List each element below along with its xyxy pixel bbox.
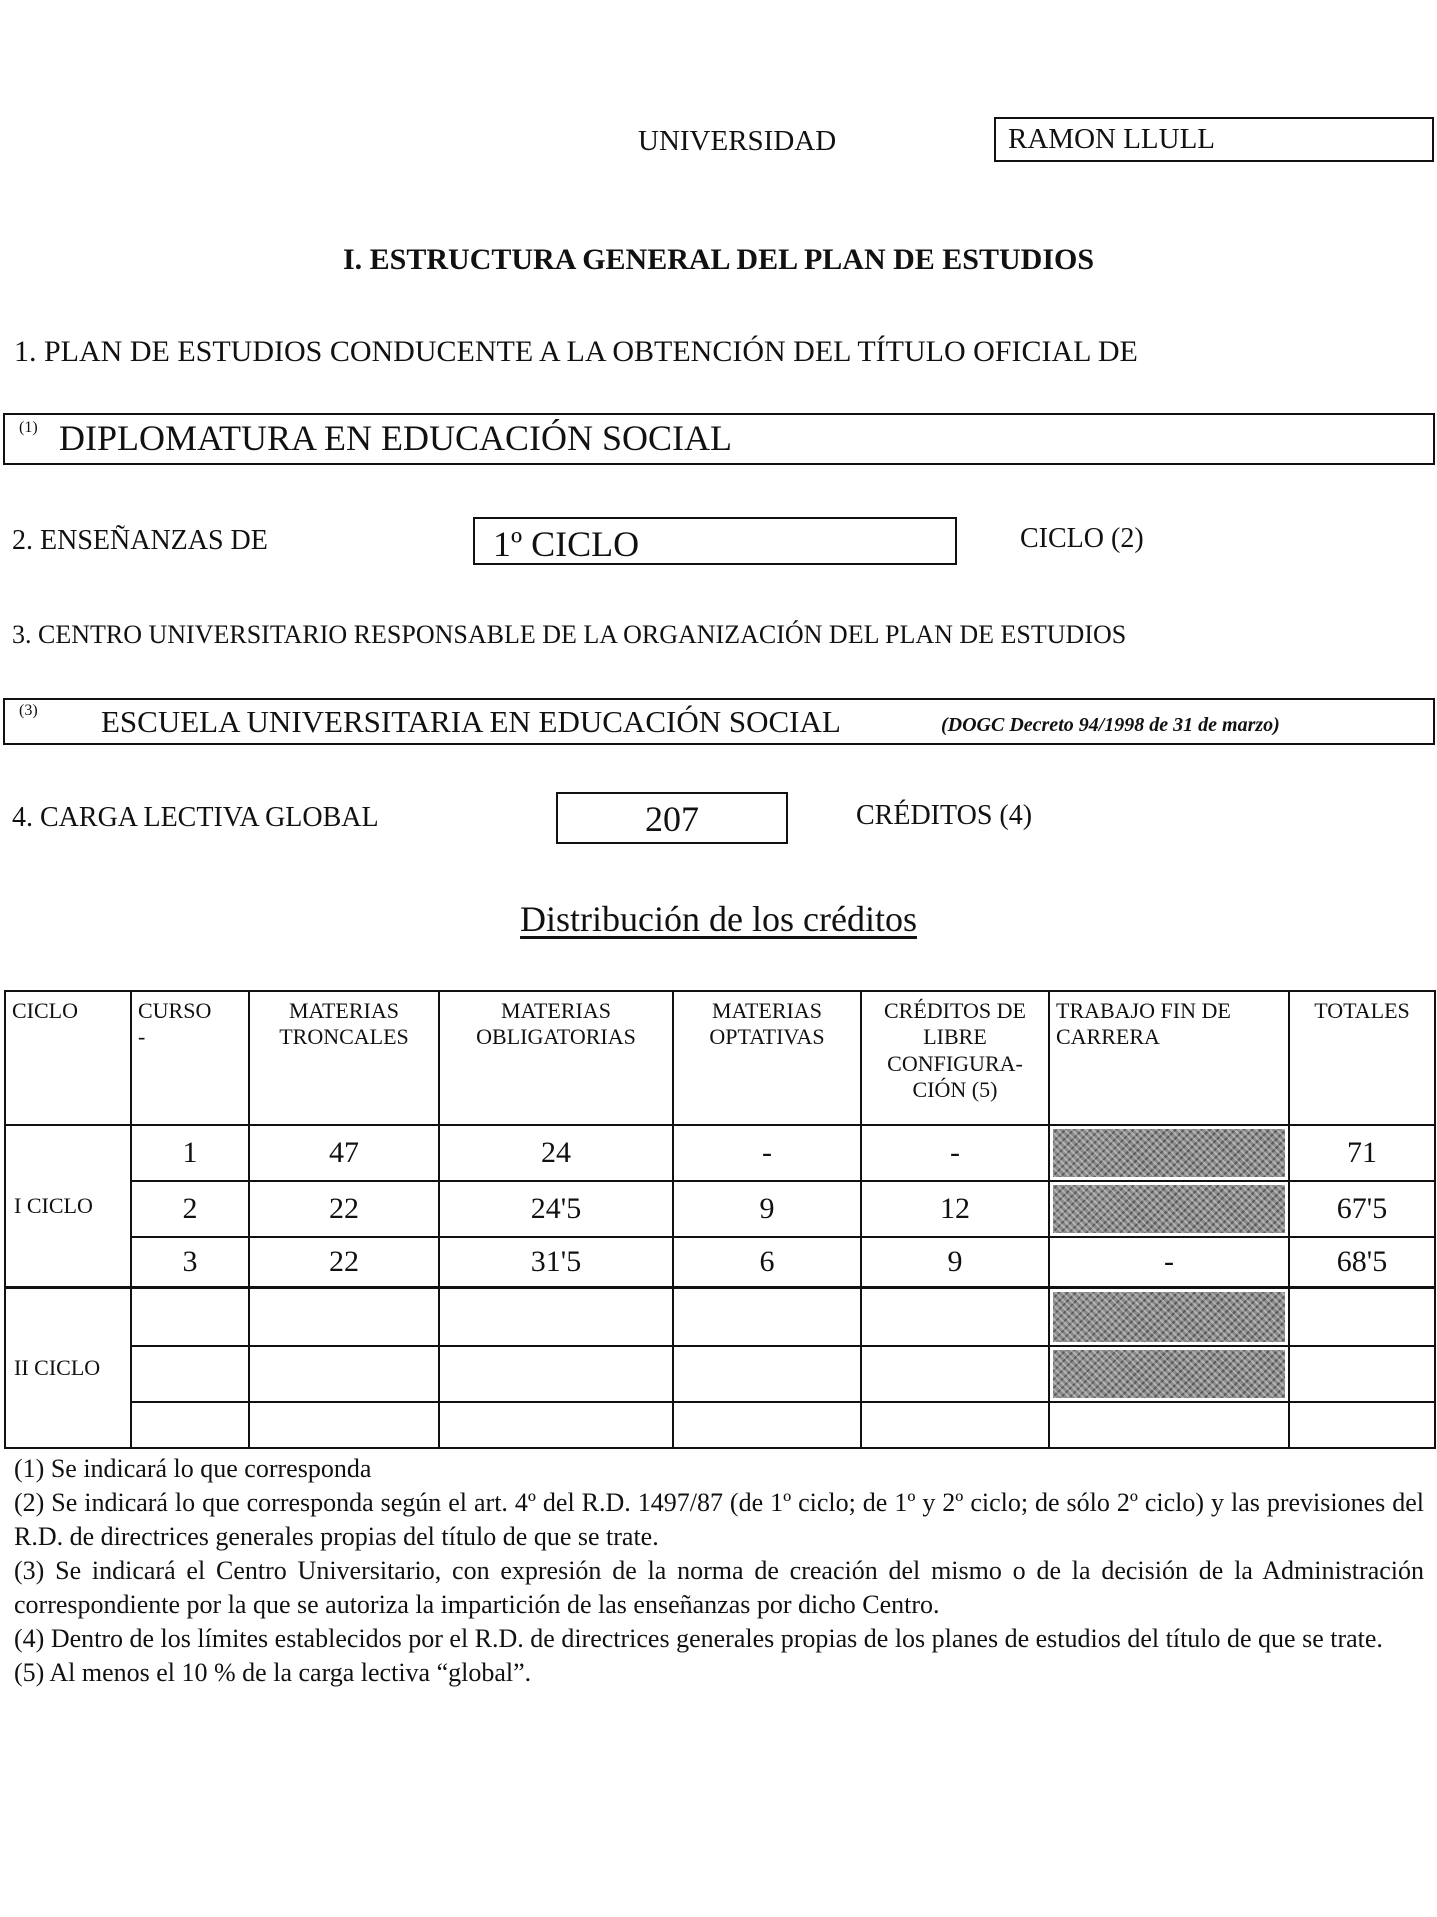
- degree-title-box: [3, 413, 1435, 465]
- center-box: [3, 698, 1435, 745]
- degree-title: DIPLOMATURA EN EDUCACIÓN SOCIAL: [59, 418, 733, 458]
- footnote: (2) Se indicará lo que corresponda según el art. 4º del R.D. 1497/87 (de 1º ciclo; de 1º y 2º ciclo; de sólo 2º ciclo) y las previsiones del R.D. de directrices generales propias del título de que se trate.: [14, 1488, 1424, 1551]
- section2-label: 2. ENSEÑANZAS DE: [12, 525, 268, 556]
- shaded-cell: [1049, 1181, 1289, 1237]
- footnote: (4) Dentro de los límites establecidos por el R.D. de directrices generales propias de los planes de estudios del título de que se trate.: [14, 1624, 1383, 1653]
- shaded-cell: [1049, 1346, 1289, 1402]
- credit-load-box: [556, 792, 788, 844]
- table-row: [5, 1288, 1435, 1347]
- section4-label: 4. CARGA LECTIVA GLOBAL: [12, 802, 379, 833]
- table-cell: [861, 1288, 1049, 1347]
- footnote: (5) Al menos el 10 % de la carga lectiva “global”.: [14, 1658, 532, 1687]
- distribution-heading: Distribución de los créditos: [520, 899, 917, 939]
- center-decree-note: (DOGC Decreto 94/1998 de 31 de marzo): [941, 714, 1280, 736]
- table-cell: 67'5: [1289, 1181, 1435, 1237]
- column-header: TRABAJO FIN DE CARRERA: [1049, 991, 1289, 1125]
- degree-title-ref: (1): [19, 419, 38, 436]
- center-name: ESCUELA UNIVERSITARIA EN EDUCACIÓN SOCIAL: [101, 704, 841, 739]
- section3-heading: 3. CENTRO UNIVERSITARIO RESPONSABLE DE LA ORGANIZACIÓN DEL PLAN DE ESTUDIOS: [12, 620, 1127, 649]
- table-row: [5, 1125, 1435, 1181]
- shaded-cell: [1049, 1125, 1289, 1181]
- table-cell: [131, 1402, 249, 1448]
- table-cell: [131, 1346, 249, 1402]
- cycle-value: 1º CICLO: [493, 524, 640, 564]
- table-cell: 2: [131, 1181, 249, 1237]
- table-cell: 1: [131, 1125, 249, 1181]
- cycle-label: II CICLO: [5, 1288, 131, 1449]
- table-header-row: [5, 991, 1435, 1125]
- section1-heading: 1. PLAN DE ESTUDIOS CONDUCENTE A LA OBTENCIÓN DEL TÍTULO OFICIAL DE: [14, 335, 1138, 368]
- section2-suffix: CICLO (2): [1020, 523, 1144, 554]
- table-cell: 9: [673, 1181, 861, 1237]
- table-cell: 31'5: [439, 1237, 673, 1288]
- university-name: RAMON LLULL: [1008, 123, 1216, 155]
- university-label: UNIVERSIDAD: [638, 125, 837, 157]
- footnotes: [14, 1452, 1424, 1690]
- table-cell: 12: [861, 1181, 1049, 1237]
- table-cell: [439, 1346, 673, 1402]
- table-cell: [131, 1288, 249, 1347]
- column-header: TOTALES: [1289, 991, 1435, 1125]
- table-cell: [1289, 1346, 1435, 1402]
- table-cell: 6: [673, 1237, 861, 1288]
- column-header: MATERIAS OPTATIVAS: [673, 991, 861, 1125]
- table-cell: [861, 1346, 1049, 1402]
- table-cell: [861, 1402, 1049, 1448]
- cycle-box: [473, 517, 957, 565]
- table-cell: [1289, 1402, 1435, 1448]
- table-row: [5, 1402, 1435, 1448]
- table-cell: [439, 1288, 673, 1347]
- university-name-box: [994, 117, 1434, 162]
- table-cell: [249, 1346, 439, 1402]
- table-cell: [439, 1402, 673, 1448]
- table-cell: [673, 1402, 861, 1448]
- table-cell: [1049, 1402, 1289, 1448]
- table-cell: 3: [131, 1237, 249, 1288]
- table-cell: 24'5: [439, 1181, 673, 1237]
- table-cell: [249, 1288, 439, 1347]
- column-header: CURSO -: [131, 991, 249, 1125]
- credit-load-value: 207: [645, 799, 699, 839]
- footnote: (1) Se indicará lo que corresponda: [14, 1454, 372, 1483]
- table-row: [5, 1181, 1435, 1237]
- table-cell: [1289, 1288, 1435, 1347]
- table-cell: 71: [1289, 1125, 1435, 1181]
- table-cell: -: [1049, 1237, 1289, 1288]
- table-cell: 47: [249, 1125, 439, 1181]
- table-cell: [673, 1288, 861, 1347]
- column-header: CICLO: [5, 991, 131, 1125]
- footnote: (3) Se indicará el Centro Universitario, con expresión de la norma de creación del mismo o de la decisión de la Administración correspondiente por la que se autoriza la impartición de las enseñanzas por dicho Centro.: [14, 1556, 1424, 1619]
- table-cell: 68'5: [1289, 1237, 1435, 1288]
- table-cell: [249, 1402, 439, 1448]
- table-cell: 24: [439, 1125, 673, 1181]
- table-cell: 22: [249, 1237, 439, 1288]
- table-row: [5, 1346, 1435, 1402]
- column-header: MATERIAS TRONCALES: [249, 991, 439, 1125]
- column-header: CRÉDITOS DE LIBRE CONFIGURA-CIÓN (5): [861, 991, 1049, 1125]
- table-cell: 22: [249, 1181, 439, 1237]
- table-cell: -: [673, 1125, 861, 1181]
- section4-suffix: CRÉDITOS (4): [856, 800, 1033, 831]
- center-ref: (3): [19, 702, 38, 719]
- cycle-label: I CICLO: [5, 1125, 131, 1288]
- page-title: I. ESTRUCTURA GENERAL DEL PLAN DE ESTUDIOS: [342, 243, 1095, 276]
- shaded-cell: [1049, 1288, 1289, 1347]
- table-cell: -: [861, 1125, 1049, 1181]
- credit-distribution-table: [4, 990, 1436, 1449]
- column-mark: -: [138, 1024, 146, 1050]
- table-row: [5, 1237, 1435, 1288]
- table-cell: [673, 1346, 861, 1402]
- column-header: MATERIAS OBLIGATORIAS: [439, 991, 673, 1125]
- table-cell: 9: [861, 1237, 1049, 1288]
